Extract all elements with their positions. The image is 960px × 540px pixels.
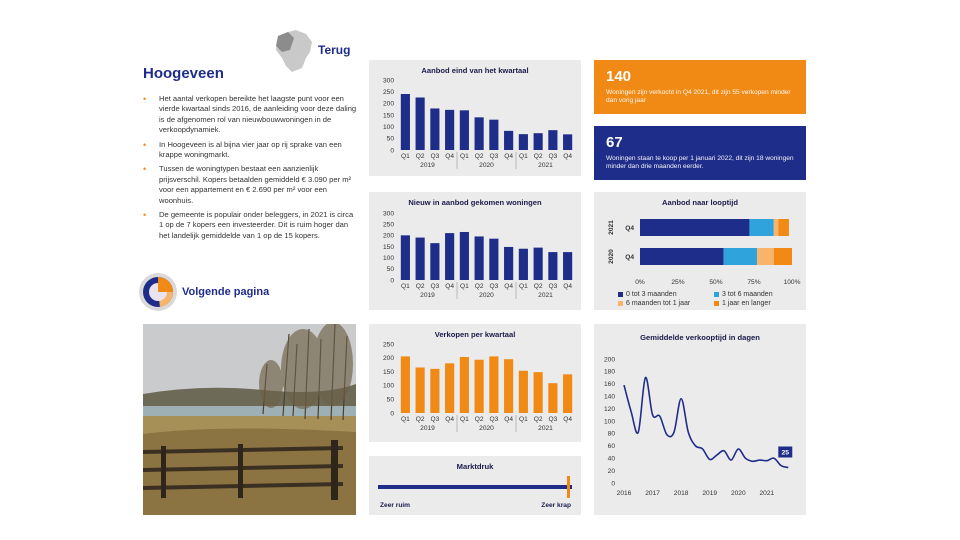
chart-title: Aanbod naar looptijd	[662, 198, 738, 207]
x-tick-label: Q1	[400, 153, 410, 160]
x-tick-label: Q3	[430, 416, 440, 423]
y-tick-label: 150	[382, 112, 394, 120]
legend-label: 1 jaar en langer	[722, 300, 771, 307]
x-tick-label: Q3	[548, 283, 558, 290]
y-tick-label: 300	[382, 77, 394, 85]
group-label: 2021	[538, 425, 553, 432]
y-tick-label: 300	[382, 210, 394, 218]
chart-aanbod-svg	[369, 60, 581, 176]
y-tick-label: 180	[603, 368, 615, 376]
page-title: Hoogeveen	[143, 65, 224, 82]
kpi-value: 67	[606, 134, 623, 151]
x-tick-label: 2019	[702, 490, 718, 497]
chart-title: Nieuw in aanbod gekomen woningen	[408, 198, 542, 207]
x-tick-label: Q3	[548, 416, 558, 423]
bar	[430, 243, 439, 280]
group-label: 2021	[538, 292, 553, 299]
y-tick-label: 40	[607, 455, 615, 463]
kpi-text: Woningen zijn verkocht in Q4 2021, dit zijn 55 verkopen minder dan vorig jaar	[606, 89, 791, 105]
bullet-item: • Tussen de woningtypen bestaat een aanzienlijk prijsverschil. Kopers betaalden gemiddeld € 3.090 per m² voor een appartement en € 2.690 per m² voor een woonhuis.	[143, 164, 358, 206]
chart-verkopen-panel	[369, 324, 581, 442]
bar	[445, 363, 454, 413]
bar	[475, 360, 484, 413]
y-tick-label: 80	[607, 430, 615, 438]
x-tick-label: 25%	[671, 279, 685, 286]
x-tick-label: 2017	[645, 490, 660, 497]
bar	[460, 232, 469, 280]
chart-title: Verkopen per kwartaal	[434, 330, 516, 339]
x-tick-label: Q2	[415, 153, 425, 160]
bar	[519, 249, 528, 280]
row-quarter-label: Q4	[625, 253, 634, 261]
x-tick-label: Q4	[563, 283, 573, 290]
bar	[416, 238, 425, 280]
y-tick-label: 0	[611, 480, 615, 488]
bar	[563, 374, 572, 413]
x-tick-label: Q1	[459, 416, 469, 423]
legend-item	[714, 300, 771, 307]
x-tick-label: Q4	[445, 283, 455, 290]
bullet-item: • De gemeente is populair onder beleggers, in 2021 is circa 1 op de 7 kopers een investeerder. Dit is ruim hoger dan het landelijk gemiddelde van 1 op de 15 kopers.	[143, 210, 358, 241]
group-label: 2019	[420, 162, 435, 169]
bar	[430, 369, 439, 413]
legend-swatch	[618, 301, 623, 306]
bar	[489, 356, 498, 413]
bar	[475, 117, 484, 150]
bar	[504, 247, 513, 280]
x-tick-label: Q4	[445, 416, 455, 423]
bar	[563, 134, 572, 150]
marktdruk-bar	[378, 485, 572, 489]
x-tick-label: Q3	[489, 153, 499, 160]
legend-label: 6 maanden tot 1 jaar	[626, 300, 691, 307]
y-tick-label: 200	[603, 356, 615, 364]
chart-title: Aanbod eind van het kwartaal	[421, 66, 529, 75]
legend-swatch	[714, 292, 719, 297]
bar	[460, 110, 469, 150]
next-page-link[interactable]: Volgende pagina	[182, 286, 270, 298]
bar	[489, 120, 498, 150]
x-tick-label: 75%	[747, 279, 761, 286]
x-tick-label: Q2	[533, 283, 543, 290]
y-tick-label: 50	[386, 266, 394, 274]
x-tick-label: Q2	[533, 416, 543, 423]
y-tick-label: 0	[390, 147, 394, 155]
chart-verkooptijd-svg	[594, 324, 806, 515]
x-tick-label: Q1	[400, 283, 410, 290]
x-tick-label: 2020	[730, 490, 746, 497]
bar	[445, 233, 454, 280]
bar	[445, 110, 454, 150]
marktdruk-title: Marktdruk	[456, 462, 494, 471]
bar	[534, 372, 543, 413]
y-tick-label: 120	[603, 405, 615, 413]
bar	[563, 252, 572, 280]
legend-label: 0 tot 3 maanden	[626, 291, 677, 298]
stacked-bar-segment	[757, 248, 774, 265]
x-tick-label: Q1	[518, 416, 528, 423]
group-label: 2020	[479, 292, 494, 299]
chart-nieuw-svg	[369, 192, 581, 310]
x-tick-label: Q2	[415, 416, 425, 423]
bar	[489, 239, 498, 280]
y-tick-label: 250	[382, 88, 394, 96]
row-year-label: 2021	[608, 220, 615, 235]
row-quarter-label: Q4	[625, 224, 634, 232]
x-tick-label: Q1	[518, 153, 528, 160]
y-tick-label: 100	[382, 254, 394, 262]
x-tick-label: Q1	[400, 416, 410, 423]
bar	[519, 371, 528, 413]
x-tick-label: Q3	[430, 283, 440, 290]
stacked-bar-segment	[640, 219, 749, 236]
x-tick-label: 100%	[783, 279, 801, 286]
group-label: 2020	[479, 162, 494, 169]
bar	[416, 367, 425, 413]
y-tick-label: 0	[390, 277, 394, 285]
chart-aanbod-panel	[369, 60, 581, 176]
y-tick-label: 250	[382, 341, 394, 349]
bar	[416, 98, 425, 151]
x-tick-label: Q1	[518, 283, 528, 290]
x-tick-label: Q3	[548, 153, 558, 160]
chart-title: Gemiddelde verkooptijd in dagen	[640, 333, 760, 342]
x-tick-label: 0%	[635, 279, 645, 286]
bar	[504, 131, 513, 150]
legend-item	[714, 291, 773, 298]
chart-looptijd-panel	[594, 192, 806, 310]
bar	[401, 94, 410, 150]
bar	[548, 383, 557, 413]
legend-label: 3 tot 6 maanden	[722, 291, 773, 298]
kpi-text: Woningen staan te koop per 1 januari 2022, dit zijn 18 woningen minder dan drie maanden eerder.	[606, 155, 794, 171]
bar	[548, 130, 557, 150]
y-tick-label: 140	[603, 393, 615, 401]
y-tick-label: 150	[382, 243, 394, 251]
bar	[460, 357, 469, 413]
bar	[401, 235, 410, 280]
y-tick-label: 200	[382, 100, 394, 108]
bar	[534, 248, 543, 280]
marktdruk-low-label: Zeer ruim	[380, 502, 411, 509]
x-tick-label: 50%	[709, 279, 723, 286]
bar	[401, 356, 410, 413]
marktdruk-panel	[369, 456, 581, 515]
group-label: 2021	[538, 162, 553, 169]
bar	[475, 236, 484, 280]
bullet-list	[143, 94, 358, 245]
x-tick-label: 2018	[673, 490, 689, 497]
stacked-bar-segment	[640, 248, 724, 265]
y-tick-label: 60	[607, 443, 615, 451]
y-tick-label: 100	[603, 418, 615, 426]
x-tick-label: Q1	[459, 283, 469, 290]
stacked-bar-segment	[749, 219, 773, 236]
bar	[430, 108, 439, 150]
marktdruk-marker	[567, 476, 570, 498]
bar	[534, 133, 543, 150]
x-tick-label: Q3	[489, 283, 499, 290]
stacked-bar-segment	[724, 248, 757, 265]
legend-swatch	[618, 292, 623, 297]
stacked-bar-segment	[774, 248, 792, 265]
x-tick-label: Q2	[415, 283, 425, 290]
marktdruk-high-label: Zeer krap	[541, 502, 571, 509]
legend-item	[618, 291, 677, 298]
legend-item	[618, 300, 690, 307]
landscape-photo	[143, 324, 356, 515]
y-tick-label: 50	[386, 396, 394, 404]
x-tick-label: Q4	[445, 153, 455, 160]
x-tick-label: Q4	[504, 283, 514, 290]
bullet-item: • Het aantal verkopen bereikte het laagste punt voor een vierde kwartaal sinds 2016, de aanleiding voor deze daling is de afgenomen rol van nieuwbouwwoningen in de verkoopdynamiek.	[143, 94, 358, 136]
y-tick-label: 250	[382, 221, 394, 229]
y-tick-label: 160	[603, 381, 615, 389]
y-tick-label: 50	[386, 135, 394, 143]
y-tick-label: 0	[390, 410, 394, 418]
bar	[548, 252, 557, 280]
back-link[interactable]: Terug	[318, 43, 351, 57]
chart-nieuw-panel	[369, 192, 581, 310]
y-tick-label: 100	[382, 382, 394, 390]
x-tick-label: Q4	[563, 416, 573, 423]
x-tick-label: Q4	[504, 416, 514, 423]
x-tick-label: Q4	[504, 153, 514, 160]
x-tick-label: Q2	[474, 283, 484, 290]
municipality-map-icon[interactable]	[272, 28, 316, 74]
kpi-card-for-sale	[594, 126, 806, 180]
last-value-label: 25	[781, 449, 790, 457]
x-tick-label: 2016	[616, 490, 632, 497]
stacked-bar-segment	[778, 219, 789, 236]
y-tick-label: 100	[382, 123, 394, 131]
x-tick-label: Q1	[459, 153, 469, 160]
x-tick-label: Q2	[474, 416, 484, 423]
y-tick-label: 200	[382, 232, 394, 240]
row-year-label: 2020	[608, 249, 615, 264]
next-page-icon[interactable]	[138, 272, 178, 312]
group-label: 2019	[420, 425, 435, 432]
x-tick-label: Q2	[474, 153, 484, 160]
y-tick-label: 20	[607, 467, 615, 475]
bar	[504, 359, 513, 413]
group-label: 2019	[420, 292, 435, 299]
legend-swatch	[714, 301, 719, 306]
x-tick-label: Q3	[430, 153, 440, 160]
chart-verkopen-svg	[369, 324, 581, 442]
group-label: 2020	[479, 425, 494, 432]
x-tick-label: Q3	[489, 416, 499, 423]
kpi-card-sold	[594, 60, 806, 114]
stacked-bar-segment	[774, 219, 779, 236]
chart-verkooptijd-panel	[594, 324, 806, 515]
bar	[519, 134, 528, 150]
x-tick-label: Q2	[533, 153, 543, 160]
x-tick-label: Q4	[563, 153, 573, 160]
kpi-value: 140	[606, 68, 632, 85]
x-tick-label: 2021	[759, 490, 775, 497]
y-tick-label: 150	[382, 368, 394, 376]
line-series	[624, 377, 788, 467]
y-tick-label: 200	[382, 355, 394, 363]
bullet-item: • In Hoogeveen is al bijna vier jaar op rij sprake van een krappe woningmarkt.	[143, 140, 358, 161]
